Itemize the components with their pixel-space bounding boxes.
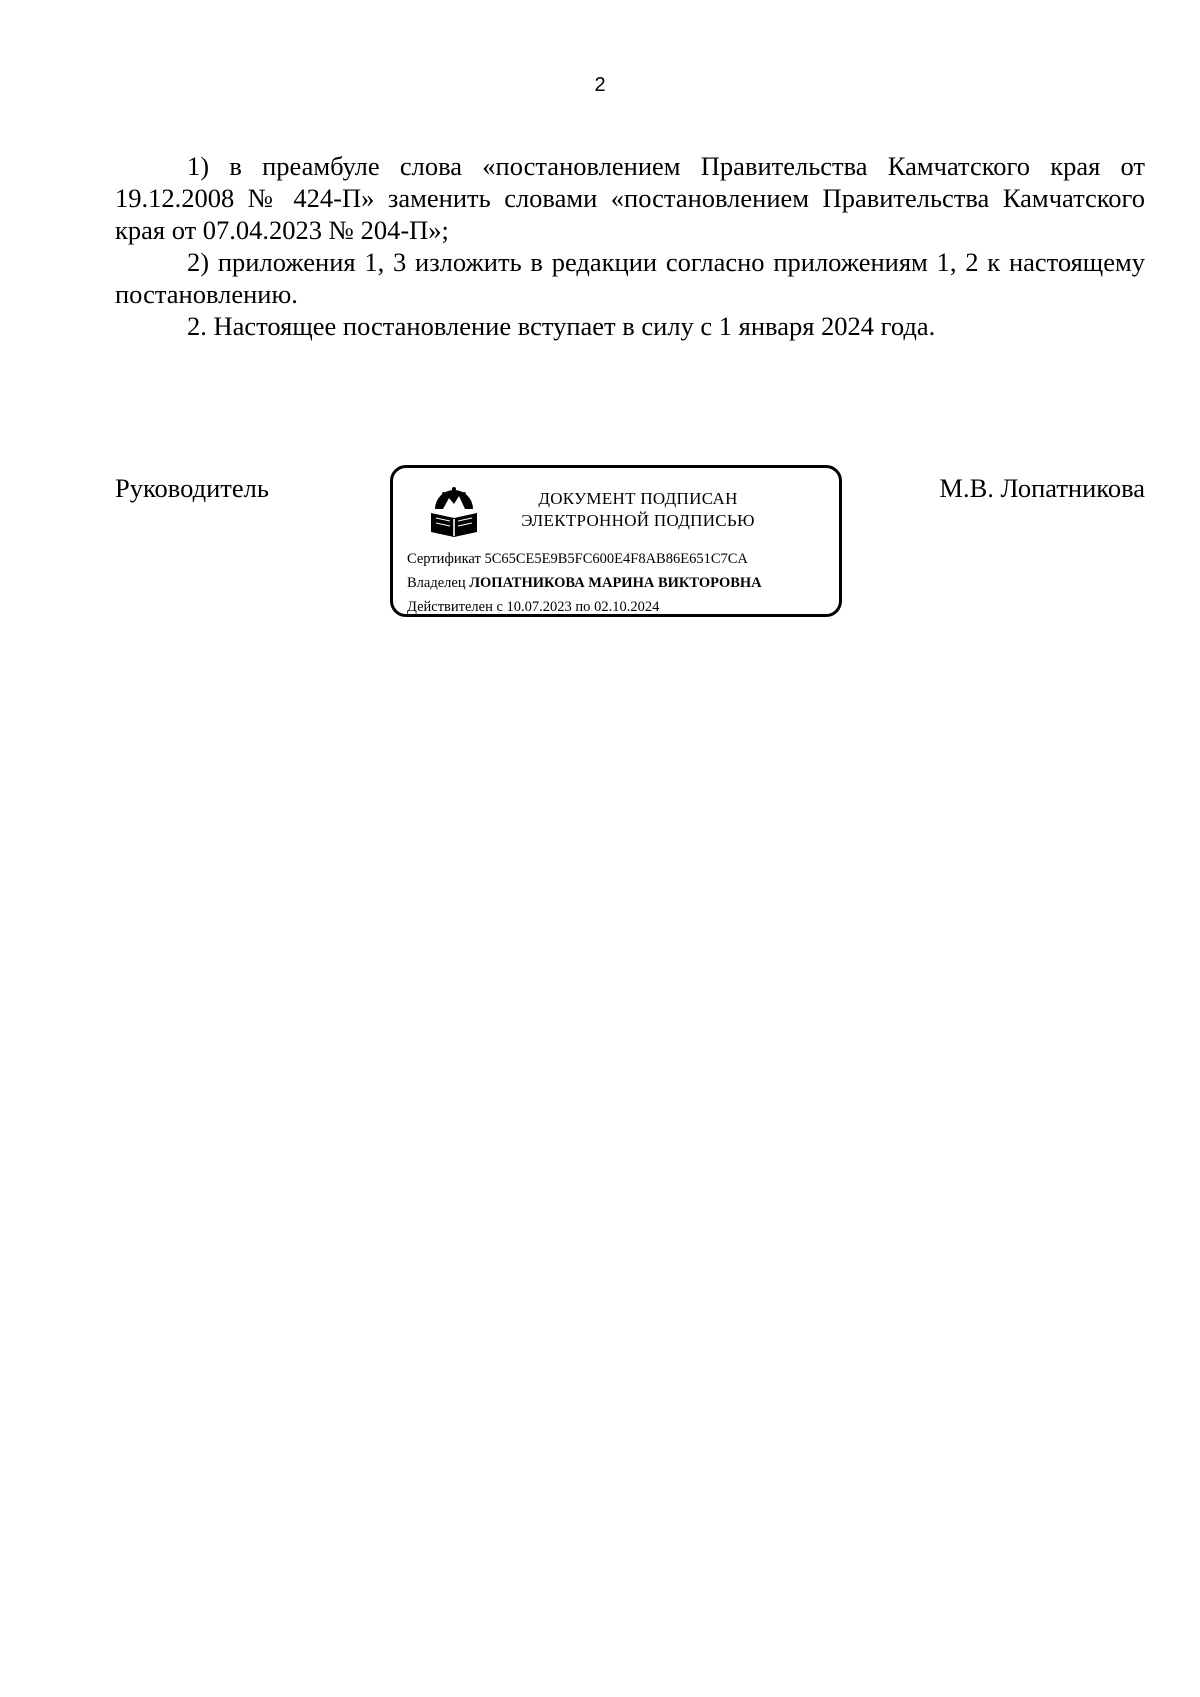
document-body xyxy=(115,150,1145,342)
stamp-header-line-2: ЭЛЕКТРОННОЙ ПОДПИСЬЮ xyxy=(521,511,755,530)
emblem-icon xyxy=(429,485,479,541)
valid-to-label: по xyxy=(575,599,591,615)
certificate-label: Сертификат xyxy=(407,551,481,567)
paragraph-preamble-amendment: 1) в преамбуле слова «постановлением Правительства Камчатского края от 19.12.2008 № 424-П» заменить словами «постановлением Правительства Камчатского края от 07.04.2023 № 204-П»; xyxy=(115,151,1145,245)
certificate-value: 5C65CE5E9B5FC600E4F8AB86E651C7CA xyxy=(484,551,748,567)
signer-name: М.В. Лопатникова xyxy=(939,473,1145,503)
valid-label: Действителен xyxy=(407,599,493,615)
stamp-certificate xyxy=(407,550,748,568)
electronic-signature-stamp xyxy=(390,465,842,617)
paragraph-appendix-amendment: 2) приложения 1, 3 изложить в редакции согласно приложениям 1, 2 к настоящему постановлению. xyxy=(115,247,1145,309)
owner-label: Владелец xyxy=(407,575,466,591)
page-number: 2 xyxy=(594,74,606,96)
stamp-header xyxy=(493,488,783,532)
stamp-header-line-1: ДОКУМЕНТ ПОДПИСАН xyxy=(538,489,738,508)
paragraph-effective-date: 2. Настоящее постановление вступает в силу с 1 января 2024 года. xyxy=(187,311,936,341)
stamp-validity xyxy=(407,598,659,616)
valid-from-label: с xyxy=(496,599,503,615)
owner-value: ЛОПАТНИКОВА МАРИНА ВИКТОРОВНА xyxy=(469,575,762,591)
signature-block xyxy=(115,472,1145,642)
stamp-owner xyxy=(407,574,762,592)
valid-from-date: 10.07.2023 xyxy=(506,599,572,615)
valid-to-date: 02.10.2024 xyxy=(594,599,660,615)
signer-title: Руководитель xyxy=(115,473,269,503)
